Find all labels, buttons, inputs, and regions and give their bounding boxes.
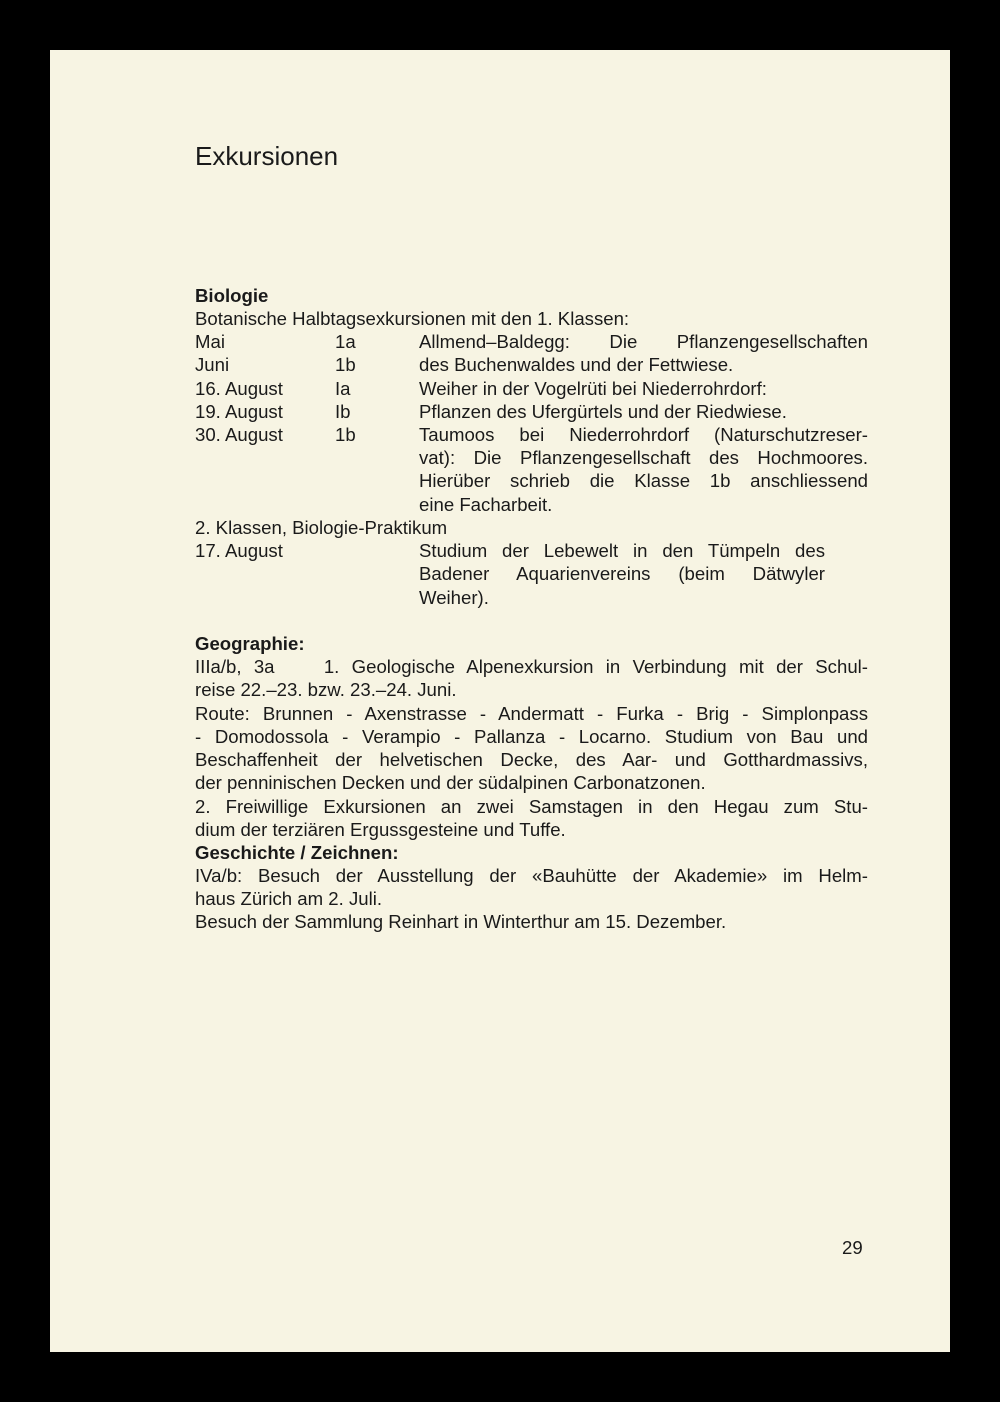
entry-text: Taumoos bei Niederrohrdorf (Naturschutzreser- xyxy=(419,424,868,445)
entry-date: Juni xyxy=(195,354,230,375)
section-heading-biologie: Biologie xyxy=(195,285,269,306)
entry-date: 16. August xyxy=(195,378,283,399)
entry-text: Allmend–Baldegg: Die Pflanzengesellschaften xyxy=(419,331,868,352)
entry-text-continuation: vat): Die Pflanzengesellschaft des Hochmoores. xyxy=(419,447,868,468)
page-number: 29 xyxy=(842,1237,863,1258)
entry-text-continuation: Hierüber schrieb die Klasse 1b anschliessend xyxy=(419,470,868,491)
entry-date: 17. August xyxy=(195,540,283,561)
entry-class: Ib xyxy=(335,401,351,422)
paragraph-line: 2. Freiwillige Exkursionen an zwei Samstagen in den Hegau zum Stu- xyxy=(195,796,868,817)
entry-text: Pflanzen des Ufergürtels und der Riedwiese. xyxy=(419,401,787,422)
biologie-intro: Botanische Halbtagsexkursionen mit den 1. Klassen: xyxy=(195,308,630,329)
paragraph-line: Route: Brunnen - Axenstrasse - Andermatt - Furka - Brig - Simplonpass xyxy=(195,703,868,724)
page xyxy=(50,50,950,1352)
paragraph-line: Besuch der Sammlung Reinhart in Winterthur am 15. Dezember. xyxy=(195,911,727,932)
entry-date: 19. August xyxy=(195,401,283,422)
page-title: Exkursionen xyxy=(195,141,339,171)
paragraph-line: IIIa/b, 3a 1. Geologische Alpenexkursion in Verbindung mit der Schul- xyxy=(195,656,868,677)
entry-text-continuation: eine Facharbeit. xyxy=(419,494,553,515)
section-heading-geographie: Geographie: xyxy=(195,633,305,654)
paragraph-line: dium der terziären Ergussgesteine und Tuffe. xyxy=(195,819,566,840)
paragraph-line: IVa/b: Besuch der Ausstellung der «Bauhütte der Akademie» im Helm- xyxy=(195,865,868,886)
paragraph-line: reise 22.–23. bzw. 23.–24. Juni. xyxy=(195,679,457,700)
paragraph-line: der penninischen Decken und der südalpinen Carbonatzonen. xyxy=(195,772,706,793)
entry-date: Mai xyxy=(195,331,225,352)
entry-text: Weiher in der Vogelrüti bei Niederrohrdorf: xyxy=(419,378,767,399)
entry-class: 1a xyxy=(335,331,356,352)
entry-class: Ia xyxy=(335,378,351,399)
paragraph-line: haus Zürich am 2. Juli. xyxy=(195,888,383,909)
entry-text: des Buchenwaldes und der Fettwiese. xyxy=(419,354,734,375)
praktikum-heading: 2. Klassen, Biologie-Praktikum xyxy=(195,517,448,538)
entry-text: Badener Aquarienvereins (beim Dätwyler xyxy=(419,563,825,584)
entry-date: 30. August xyxy=(195,424,283,445)
entry-text: Weiher). xyxy=(419,587,489,608)
entry-class: 1b xyxy=(335,354,356,375)
entry-class: 1b xyxy=(335,424,356,445)
entry-text: Studium der Lebewelt in den Tümpeln des xyxy=(419,540,825,561)
section-heading-geschichte: Geschichte / Zeichnen: xyxy=(195,842,399,863)
paragraph-line: Beschaffenheit der helvetischen Decke, des Aar- und Gotthardmassivs, xyxy=(195,749,868,770)
paragraph-line: - Domodossola - Verampio - Pallanza - Locarno. Studium von Bau und xyxy=(195,726,868,747)
